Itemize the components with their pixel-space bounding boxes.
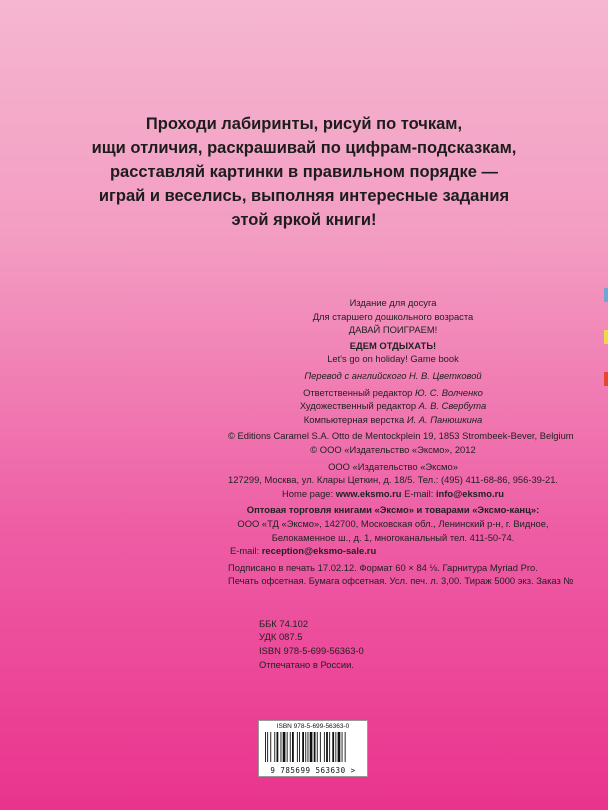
barcode-isbn-label: ISBN 978-5-699-56363-0	[276, 723, 350, 730]
promo-line: ищи отличия, раскрашивай по цифрам-подсказкам,	[91, 139, 517, 157]
promo-line: играй и веселись, выполняя интересные задания	[98, 187, 510, 205]
printed-in: Отпечатано в России.	[259, 659, 354, 670]
barcode-bar	[290, 732, 291, 762]
print-line: Печать офсетная. Бумага офсетная. Усл. печ. л. 3,00. Тираж 5000 экз. Заказ №	[228, 575, 574, 587]
promo-line: расставляй картинки в правильном порядке —	[109, 163, 499, 181]
translation-credit: Перевод с английского Н. В. Цветковой	[304, 369, 482, 381]
classification-codes	[259, 617, 364, 657]
barcode-bar	[326, 732, 328, 762]
barcode-bar	[281, 732, 282, 762]
wholesale-address-2: Белокаменное ш., д. 1, многоканальный тел. 411-50-74.	[271, 531, 515, 543]
copyright-original: © Editions Caramel S.A. Otto de Mentockplein 19, 1853 Strombeek-Bever, Belgium	[228, 430, 574, 442]
signed-line: Подписано в печать 17.02.12. Формат 60 × 84 ⅛. Гарнитура Myriad Pro.	[228, 561, 538, 573]
original-title: Let's go on holiday! Game book	[327, 353, 459, 365]
barcode-bar	[317, 732, 318, 762]
barcode-bar	[274, 732, 275, 762]
wholesale-email-line	[228, 544, 558, 558]
imprint-block	[228, 296, 574, 588]
publisher-name: ООО «Издательство «Эксмо»	[328, 460, 458, 472]
promo-text	[0, 112, 608, 232]
barcode-bar	[305, 732, 306, 762]
edition-type: Издание для досуга	[349, 297, 437, 308]
promo-line: Проходи лабиринты, рисуй по точкам,	[145, 115, 463, 133]
wholesale-heading: Оптовая торговля книгами «Эксмо» и товарами «Эксмо-канц»:	[246, 504, 540, 516]
email-label: E-mail:	[404, 487, 434, 499]
barcode-bar	[335, 732, 336, 762]
copyright-publisher: © ООО «Издательство «Эксмо», 2012	[310, 443, 476, 455]
barcode-bar	[302, 732, 304, 762]
barcode-bar	[342, 732, 343, 762]
barcode-bar	[332, 732, 334, 762]
barcode-bar	[314, 732, 316, 762]
barcode-bar	[297, 732, 298, 762]
edge-tab-yellow	[604, 330, 608, 344]
layout-label: Компьютерная верстка	[303, 413, 405, 425]
barcode-bars	[265, 732, 361, 762]
barcode-bar	[320, 732, 321, 762]
email2-link[interactable]: reception@eksmo-sale.ru	[261, 545, 377, 557]
isbn-code: ISBN 978-5-699-56363-0	[259, 644, 364, 656]
barcode-bar	[283, 732, 286, 762]
barcode-bar	[267, 732, 268, 762]
barcode-box	[258, 720, 368, 777]
barcode-bar	[265, 732, 266, 762]
barcode-digits: 9 785699 563630 >	[270, 766, 356, 775]
art-editor-line	[228, 399, 558, 413]
barcode-bar	[345, 732, 346, 762]
home-link[interactable]: www.eksmo.ru	[335, 487, 402, 499]
wholesale-address-1: ООО «ТД «Эксмо», 142700, Московская обл., Ленинский р-н, г. Видное,	[237, 517, 549, 529]
layout-line	[228, 413, 558, 427]
book-title: ЕДЕМ ОТДЫХАТЬ!	[349, 339, 437, 351]
barcode-bar	[292, 732, 294, 762]
barcode-bar	[299, 732, 300, 762]
barcode-bar	[287, 732, 288, 762]
age-group: Для старшего дошкольного возраста	[312, 310, 474, 322]
layout-name: И. А. Панюшкина	[406, 413, 483, 425]
home-label: Home page:	[282, 487, 334, 499]
art-editor-name: А. В. Свербута	[418, 400, 487, 412]
chief-editor-name: Ю. С. Волченко	[415, 386, 483, 398]
udk-code: УДК 087.5	[259, 631, 303, 643]
barcode-bar	[324, 732, 325, 762]
barcode-bar	[338, 732, 341, 762]
email2-label: E-mail:	[230, 545, 260, 557]
bbk-code: ББК 74.102	[259, 618, 309, 629]
email-link[interactable]: info@eksmo.ru	[435, 487, 504, 499]
barcode-bar	[329, 732, 330, 762]
barcode-bar	[277, 732, 279, 762]
publisher-address: 127299, Москва, ул. Клары Цеткин, д. 18/5. Тел.: (495) 411-68-86, 956-39-21.	[228, 474, 559, 486]
series-name: ДАВАЙ ПОИГРАЕМ!	[348, 324, 438, 336]
edge-tab-red	[604, 372, 608, 386]
barcode-bar	[308, 732, 309, 762]
barcode-bar	[270, 732, 271, 762]
chief-editor-line	[228, 386, 558, 400]
barcode-bar	[310, 732, 313, 762]
chief-editor-label: Ответственный редактор	[303, 386, 413, 398]
promo-line: этой яркой книги!	[231, 211, 377, 229]
art-editor-label: Художественный редактор	[299, 400, 417, 412]
edge-tab-blue	[604, 288, 608, 302]
contact-line	[228, 487, 558, 501]
